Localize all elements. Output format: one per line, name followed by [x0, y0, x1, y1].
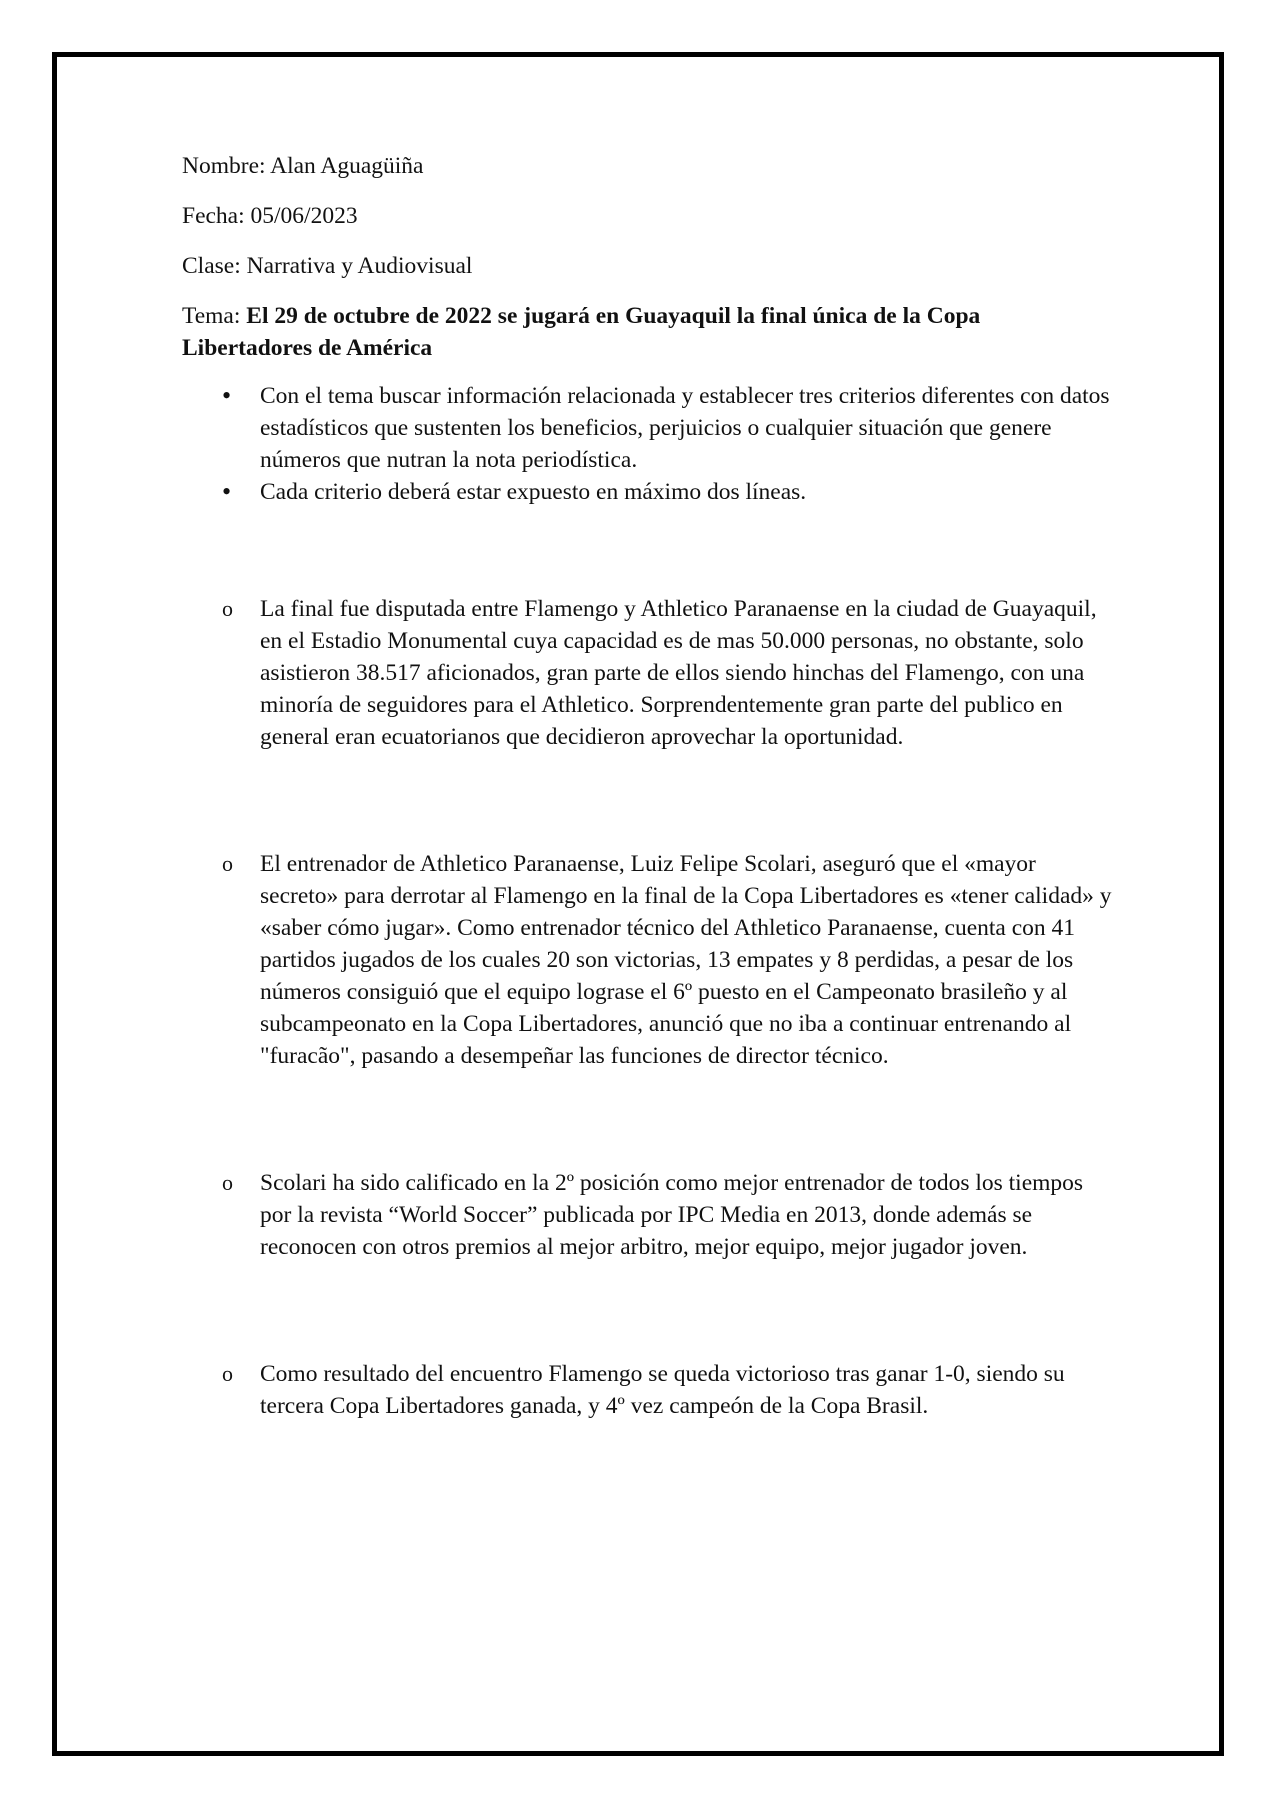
document-body [182, 150, 1112, 1422]
fecha-line: Fecha: 05/06/2023 [182, 203, 358, 229]
instruction-item: • Cada criterio deberá estar expuesto en máximo dos líneas. [182, 476, 1112, 508]
criterio-item [182, 1358, 1112, 1422]
circle-bullet-icon: o [222, 1170, 233, 1195]
criterio-text: Scolari ha sido calificado en la 2º posición como mejor entrenador de todos los tiempos por la revista “World Soccer” publicada por IPC Media en 2013, donde además se reconocen con otros premios al mejor arbitro, mejor equipo, mejor jugador joven. [260, 1170, 1084, 1260]
circle-bullet-icon: o [222, 596, 233, 621]
criterio-item [182, 848, 1112, 1072]
nombre-line: Nombre: Alan Aguagüiña [182, 153, 424, 179]
criterio-text: El entrenador de Athletico Paranaense, Luiz Felipe Scolari, aseguró que el «mayor secreto» para derrotar al Flamengo en la final de la Copa Libertadores es «tener calidad» y «saber cómo jugar». Como entrenador técnico del Athletico Paranaense, cuenta con 41 partidos jugados de los cuales 20 son victorias, 13 empates y 8 perdidas, a pesar de los números consiguió que el equipo lograse el 6º puesto en el Campeonato brasileño y al subcampeonato en la Copa Libertadores, anunció que no iba a continuar entrenando al "furacão", pasando a desempeñar las funciones de director técnico. [260, 851, 1112, 1069]
tema-label: Tema: [182, 303, 247, 329]
tema-title: El 29 de octubre de 2022 se jugará en Guayaquil la final única de la Copa Libertadores de América [182, 303, 981, 361]
criterio-text: Como resultado del encuentro Flamengo se queda victorioso tras ganar 1-0, siendo su tercera Copa Libertadores ganada, y 4º vez campeón de la Copa Brasil. [260, 1361, 1065, 1419]
circle-bullet-icon: o [222, 851, 233, 876]
instructions-list [182, 380, 1112, 508]
clase-line: Clase: Narrativa y Audiovisual [182, 253, 473, 279]
criterio-item [182, 593, 1112, 753]
criterio-text: La final fue disputada entre Flamengo y Athletico Paranaense en la ciudad de Guayaquil, en el Estadio Monumental cuya capacidad es de mas 50.000 personas, no obstante, solo asistieron 38.517 aficionados, gran parte de ellos siendo hinchas del Flamengo, con una minoría de seguidores para el Athletico. Sorprendentemente gran parte del publico en general eran ecuatorianos que decidieron aprovechar la oportunidad. [260, 596, 1097, 750]
tema-line [182, 300, 1112, 364]
instruction-item: • Con el tema buscar información relacionada y establecer tres criterios diferentes con datos estadísticos que sustenten los beneficios, perjuicios o cualquier situación que genere números que nutran la nota periodística. [182, 380, 1112, 476]
criterio-item [182, 1167, 1112, 1263]
circle-bullet-icon: o [222, 1361, 233, 1386]
